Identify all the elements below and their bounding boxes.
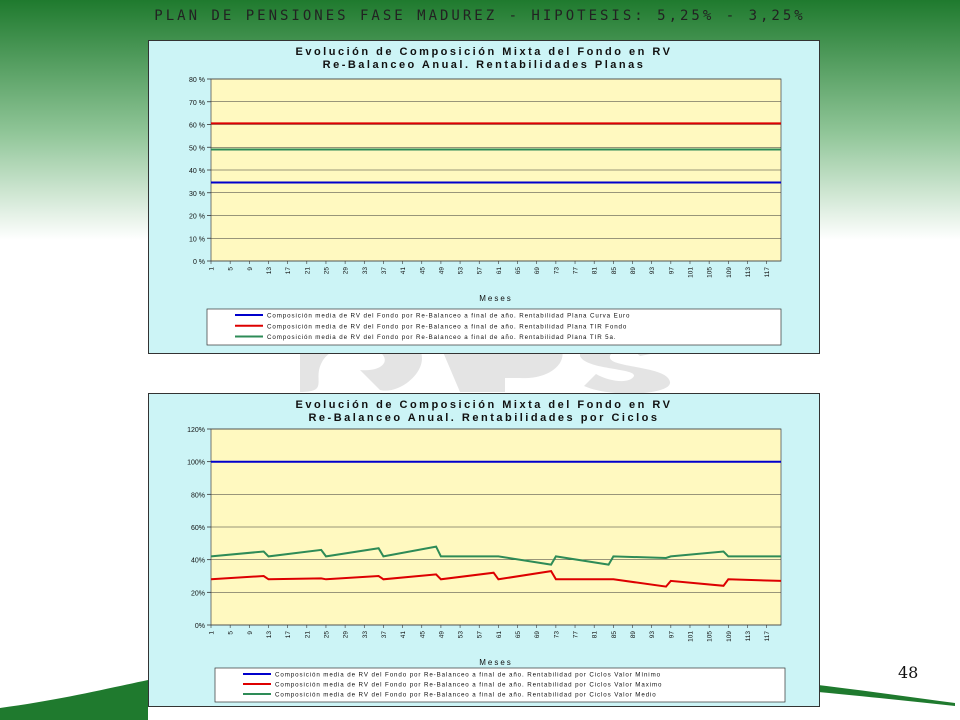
x-tick-label: 9 bbox=[246, 267, 254, 271]
chart-panel-1 bbox=[148, 40, 820, 354]
x-tick-label: 109 bbox=[725, 267, 733, 278]
x-tick-label: 69 bbox=[534, 267, 542, 275]
y-tick-label: 70 % bbox=[189, 99, 205, 107]
x-tick-label: 17 bbox=[285, 631, 293, 639]
y-tick-label: 50 % bbox=[189, 145, 205, 153]
x-tick-label: 61 bbox=[495, 631, 503, 639]
x-tick-label: 45 bbox=[419, 631, 427, 639]
y-tick-label: 40% bbox=[190, 557, 205, 565]
x-tick-label: 9 bbox=[246, 631, 254, 635]
x-tick-label: 81 bbox=[591, 631, 599, 639]
x-tick-label: 49 bbox=[438, 267, 446, 275]
x-tick-label: 69 bbox=[534, 631, 542, 639]
y-tick-label: 30 % bbox=[189, 190, 205, 198]
chart-title: Evolución de Composición Mixta del Fondo en RV bbox=[295, 399, 673, 411]
x-tick-label: 41 bbox=[400, 631, 408, 639]
x-tick-label: 113 bbox=[744, 267, 752, 278]
x-tick-label: 33 bbox=[361, 631, 369, 639]
x-tick-label: 77 bbox=[572, 267, 580, 275]
x-axis-label: Meses bbox=[479, 658, 513, 667]
x-tick-label: 13 bbox=[265, 267, 273, 275]
x-tick-label: 1 bbox=[208, 631, 216, 635]
chart-title: Evolución de Composición Mixta del Fondo en RV bbox=[295, 46, 673, 58]
x-tick-label: 81 bbox=[591, 267, 599, 275]
legend-label-3: Composición media de RV del Fondo por Re-Balanceo a final de año. Rentabilidad por Ciclos Valor Medio bbox=[275, 691, 657, 699]
x-tick-label: 45 bbox=[419, 267, 427, 275]
chart-subtitle: Re-Balanceo Anual. Rentabilidades por Ciclos bbox=[308, 412, 660, 424]
x-tick-label: 85 bbox=[610, 631, 618, 639]
x-tick-label: 85 bbox=[610, 267, 618, 275]
x-tick-label: 41 bbox=[400, 267, 408, 275]
x-tick-label: 17 bbox=[285, 267, 293, 275]
x-tick-label: 93 bbox=[649, 631, 657, 639]
legend-label-1: Composición media de RV del Fondo por Re-Balanceo a final de año. Rentabilidad Plana Curva Euro bbox=[267, 312, 631, 320]
x-tick-label: 1 bbox=[208, 267, 216, 271]
x-tick-label: 57 bbox=[476, 631, 484, 639]
x-tick-label: 25 bbox=[323, 631, 331, 639]
y-tick-label: 80 % bbox=[189, 77, 205, 84]
x-tick-label: 65 bbox=[515, 631, 523, 639]
y-tick-label: 40 % bbox=[189, 168, 205, 175]
x-tick-label: 33 bbox=[361, 267, 369, 275]
x-tick-label: 117 bbox=[764, 267, 772, 278]
x-axis-label: Meses bbox=[479, 294, 513, 303]
x-tick-label: 21 bbox=[304, 267, 312, 275]
x-tick-label: 53 bbox=[457, 631, 465, 639]
y-tick-label: 100% bbox=[187, 459, 205, 467]
x-tick-label: 93 bbox=[649, 266, 657, 275]
x-tick-label: 13 bbox=[265, 631, 273, 639]
x-tick-label: 89 bbox=[630, 631, 638, 639]
x-tick-label: 53 bbox=[457, 267, 465, 275]
chart-2 bbox=[149, 394, 819, 706]
x-tick-label: 25 bbox=[323, 267, 331, 275]
chart-1 bbox=[149, 41, 819, 353]
x-tick-label: 73 bbox=[553, 267, 561, 275]
y-tick-label: 20% bbox=[190, 590, 205, 598]
x-tick-label: 89 bbox=[630, 267, 638, 275]
x-tick-label: 73 bbox=[553, 631, 561, 639]
x-tick-label: 49 bbox=[438, 631, 446, 639]
y-tick-label: 10 % bbox=[189, 236, 205, 244]
slide-title: PLAN DE PENSIONES FASE MADUREZ - HIPOTESIS: 5,25% - 3,25% bbox=[154, 8, 806, 24]
x-tick-label: 117 bbox=[764, 631, 772, 642]
x-tick-label: 5 bbox=[227, 267, 235, 271]
x-tick-label: 57 bbox=[476, 267, 484, 275]
x-tick-label: 29 bbox=[342, 631, 350, 639]
x-tick-label: 97 bbox=[668, 631, 676, 639]
legend-label-1: Composición media de RV del Fondo por Re-Balanceo a final de año. Rentabilidad por Ciclos Valor Mínimo bbox=[275, 671, 661, 679]
x-tick-label: 37 bbox=[380, 631, 388, 639]
x-tick-label: 113 bbox=[744, 631, 752, 642]
x-tick-label: 109 bbox=[725, 631, 733, 642]
x-tick-label: 105 bbox=[706, 631, 714, 642]
x-tick-label: 37 bbox=[380, 267, 388, 275]
x-tick-label: 101 bbox=[687, 267, 695, 278]
legend-label-2: Composición media de RV del Fondo por Re-Balanceo a final de año. Rentabilidad Plana TIR Fondo bbox=[267, 323, 628, 331]
x-tick-label: 97 bbox=[668, 267, 676, 275]
y-tick-label: 20 % bbox=[189, 213, 205, 221]
x-tick-label: 5 bbox=[227, 631, 235, 635]
x-tick-label: 29 bbox=[342, 267, 350, 275]
y-tick-label: 80% bbox=[190, 492, 205, 500]
y-tick-label: 0 % bbox=[192, 259, 205, 266]
y-tick-label: 60% bbox=[190, 525, 205, 532]
x-tick-label: 65 bbox=[515, 267, 523, 275]
chart-panel-2 bbox=[148, 393, 820, 707]
x-tick-label: 101 bbox=[687, 631, 695, 642]
y-tick-label: 60 % bbox=[189, 122, 205, 130]
page-number: 48 bbox=[898, 663, 919, 682]
legend-label-2: Composición media de RV del Fondo por Re-Balanceo a final de año. Rentabilidad por Ciclos Valor Maximo bbox=[275, 681, 663, 689]
x-tick-label: 77 bbox=[572, 631, 580, 639]
chart-subtitle: Re-Balanceo Anual. Rentabilidades Planas bbox=[322, 59, 646, 71]
y-tick-label: 120% bbox=[187, 427, 205, 434]
legend-label-3: Composición media de RV del Fondo por Re-Balanceo a final de año. Rentabilidad Plana TIR 5a. bbox=[267, 334, 617, 342]
y-tick-label: 0% bbox=[194, 623, 205, 630]
x-tick-label: 21 bbox=[304, 631, 312, 639]
x-tick-label: 61 bbox=[495, 267, 503, 275]
x-tick-label: 105 bbox=[706, 267, 714, 278]
